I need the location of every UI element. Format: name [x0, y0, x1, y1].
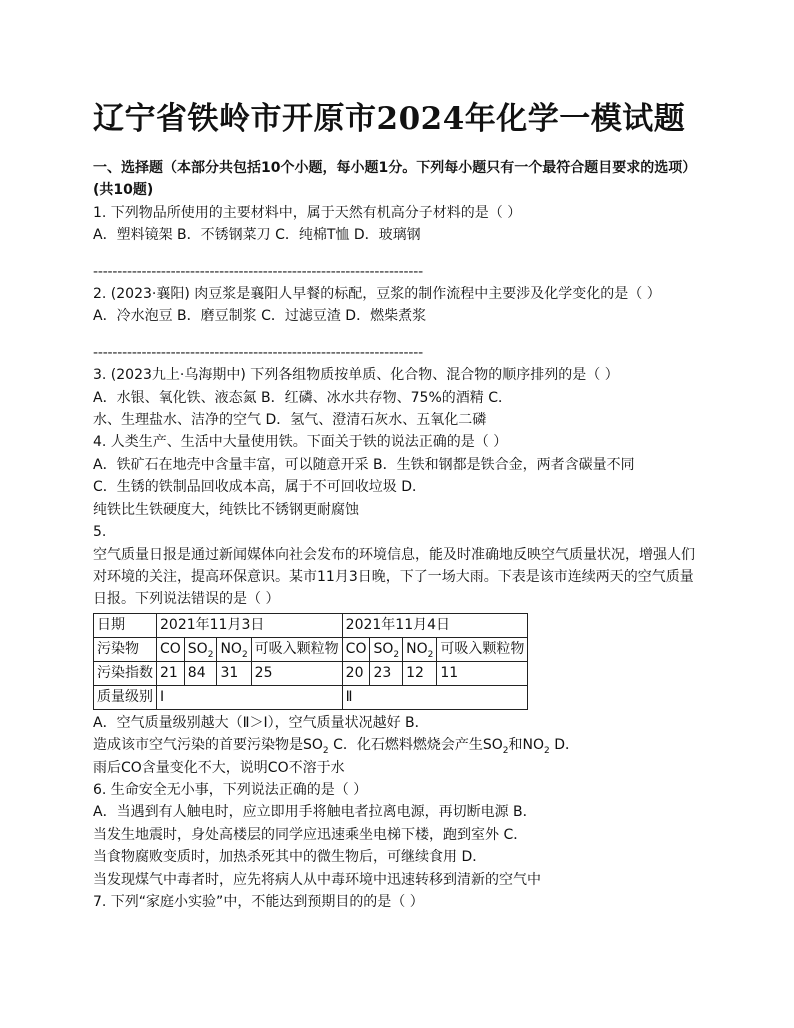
table-cell-pollutant — [217, 637, 251, 661]
subscript: 2 — [207, 649, 214, 660]
table-row — [94, 661, 528, 685]
question-3-options-line: A．水银、氧化铁、液态氮 B．红磷、冰水共存物、75%的酒精 C． — [93, 389, 512, 406]
table-row — [94, 613, 528, 637]
table-cell-pollutant — [403, 637, 437, 661]
subscript: 2 — [322, 745, 329, 756]
table-cell-pollutant — [184, 637, 217, 661]
question-7-stem: 7. 下列“家庭小实验”中，不能达到预期目的的是（ ） — [93, 893, 424, 910]
section-heading: 一、选择题（本部分共包括10个小题，每小题1分。下列每小题只有一个最符合题目要求的选项）(共10题) — [93, 160, 697, 199]
question-6-options-line: 当发生地震时，身处高楼层的同学应迅速乘坐电梯下楼，跑到室外 C． — [93, 826, 528, 843]
table-cell-header: 质量级别 — [94, 685, 157, 709]
table-row — [94, 637, 528, 661]
question-5-number: 5. — [93, 524, 107, 541]
table-cell-pollutant: 可吸入颗粒物 — [251, 637, 342, 661]
subscript: 2 — [544, 745, 550, 756]
question-4-stem: 4. 人类生产、生活中大量使用铁。下面关于铁的说法正确的是（ ） — [93, 434, 508, 451]
question-5-options-line: 雨后CO含量变化不大，说明CO不溶于水 — [93, 759, 345, 776]
subscript: 2 — [241, 649, 248, 660]
table-cell-pollutant — [370, 637, 403, 661]
table-cell-value: 23 — [370, 661, 403, 685]
option-text: 和NO — [508, 737, 545, 754]
question-6-options-line: A．当遇到有人触电时，应立即用手将触电者拉离电源，再切断电源 B． — [93, 804, 537, 821]
table-cell-value: 31 — [217, 661, 251, 685]
question-2-options: A．冷水泡豆 B．磨豆制浆 C．过滤豆渣 D．燃柴煮浆 — [93, 308, 427, 325]
table-cell-pollutant: CO — [157, 637, 185, 661]
question-5-options-line — [93, 734, 701, 756]
subscript: 2 — [393, 649, 400, 660]
subscript: 2 — [427, 649, 434, 660]
table-cell-value: 20 — [342, 661, 370, 685]
pollutant-label: SO — [373, 641, 394, 658]
question-5-options-line: A．空气质量级别越大（Ⅱ＞Ⅰ），空气质量状况越好 B． — [93, 714, 429, 731]
question-4-options-line: A．铁矿石在地壳中含量丰富，可以随意开采 B．生铁和钢都是铁合金，两者含碳量不同 — [93, 456, 635, 473]
question-6-options-line: 当食物腐败变质时，加热杀死其中的微生物后，可继续食用 D． — [93, 849, 487, 866]
subscript: 2 — [502, 745, 509, 756]
table-cell-level: Ⅰ — [157, 685, 343, 709]
question-4-options-line: 纯铁比生铁硬度大，纯铁比不锈钢更耐腐蚀 — [93, 501, 359, 518]
table-cell-value: 21 — [157, 661, 185, 685]
separator-line: -------------------------------------------------------------------- — [93, 344, 423, 361]
option-text: D． — [549, 737, 579, 754]
document-body — [93, 157, 701, 913]
table-cell-header: 日期 — [94, 613, 157, 637]
separator-line: -------------------------------------------------------------------- — [93, 263, 423, 280]
page-title: 辽宁省铁岭市开原市2024年化学一模试题 — [93, 101, 686, 137]
question-3-stem: 3. (2023九上·乌海期中) 下列各组物质按单质、化合物、混合物的顺序排列的是（ ） — [93, 367, 619, 384]
air-quality-table — [93, 613, 528, 710]
question-5-stem: 空气质量日报是通过新闻媒体向社会发布的环境信息，能及时准确地反映空气质量状况，增强人们对环境的关注，提高环保意识。某市11月3日晚，下了一场大雨。下表是该市连续两天的空气质量日报。下列说法错误的是（ ） — [93, 546, 695, 608]
table-cell-value: 84 — [184, 661, 217, 685]
question-3-options-line: 水、生理盐水、洁净的空气 D．氢气、澄清石灰水、五氧化二磷 — [93, 412, 487, 429]
question-6-options-line: 当发现煤气中毒者时，应先将病人从中毒环境中迅速转移到清新的空气中 — [93, 871, 541, 888]
table-row — [94, 685, 528, 709]
question-1-options: A．塑料镜架 B．不锈钢菜刀 C．纯棉T恤 D．玻璃钢 — [93, 227, 421, 244]
option-text: 造成该市空气污染的首要污染物是SO — [93, 737, 323, 754]
question-1-stem: 1. 下列物品所使用的主要材料中，属于天然有机高分子材料的是（ ） — [93, 204, 522, 221]
table-cell-value: 12 — [403, 661, 437, 685]
table-cell-value: 25 — [251, 661, 342, 685]
pollutant-label: SO — [187, 641, 208, 658]
pollutant-label: NO — [406, 641, 428, 658]
question-6-stem: 6. 生命安全无小事，下列说法正确的是（ ） — [93, 781, 368, 798]
table-cell-date: 2021年11月4日 — [342, 613, 528, 637]
pollutant-label: NO — [220, 641, 242, 658]
table-cell-date: 2021年11月3日 — [157, 613, 343, 637]
table-cell-header: 污染指数 — [94, 661, 157, 685]
table-cell-level: Ⅱ — [342, 685, 528, 709]
question-2-stem: 2. (2023·襄阳) 肉豆浆是襄阳人早餐的标配，豆浆的制作流程中主要涉及化学变化的是（ ） — [93, 286, 661, 303]
table-cell-value: 11 — [437, 661, 528, 685]
table-cell-pollutant: 可吸入颗粒物 — [437, 637, 528, 661]
option-text: C．化石燃料燃烧会产生SO — [328, 737, 503, 754]
table-cell-header: 污染物 — [94, 637, 157, 661]
question-4-options-line: C．生锈的铁制品回收成本高，属于不可回收垃圾 D． — [93, 479, 427, 496]
table-cell-pollutant: CO — [342, 637, 370, 661]
